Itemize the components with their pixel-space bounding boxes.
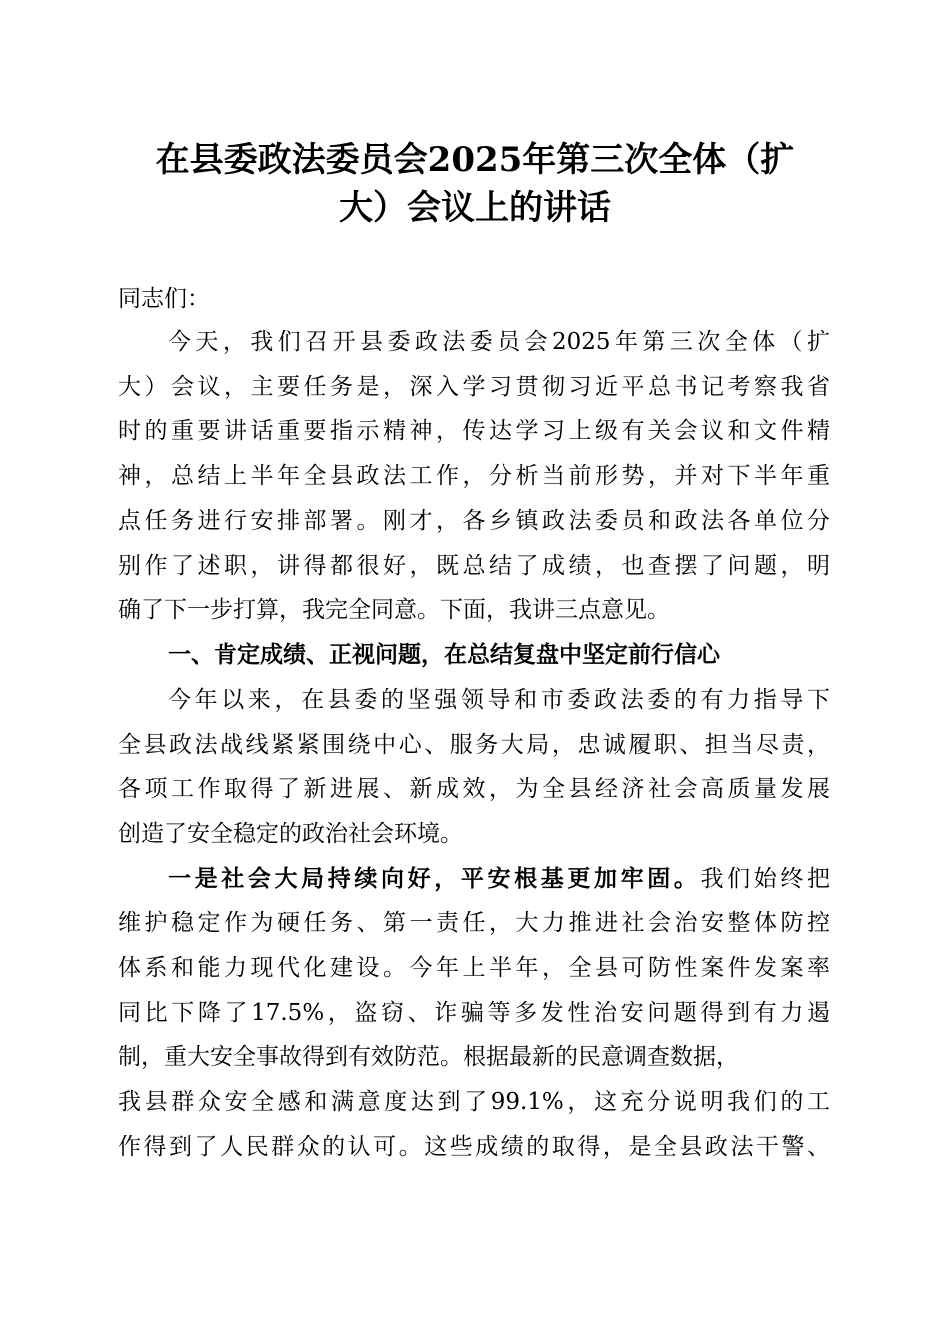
- paragraph-line: 体系和能力现代化建设。今年上半年，全县可防性案件发案率: [118, 955, 830, 981]
- paragraph-line: 时的重要讲话重要指示精神，传达学习上级有关会议和文件精: [118, 418, 830, 444]
- document-title-line-1: 在县委政法委员会2025年第三次全体（扩: [155, 140, 795, 180]
- paragraph-line: 创造了安全稳定的政治社会环境。: [118, 821, 463, 847]
- paragraph-line: 各项工作取得了新进展、新成效，为全县经济社会高质量发展: [118, 776, 830, 802]
- paragraph-line: [168, 864, 830, 894]
- paragraph-line: 今年以来，在县委的坚强领导和市委政法委的有力指导下: [168, 687, 830, 713]
- paragraph-line: 同比下降了17.5%，盗窃、诈骗等多发性治安问题得到有力遏: [118, 1000, 830, 1026]
- paragraph-line: 别作了述职，讲得都很好，既总结了成绩，也查摆了问题，明: [118, 553, 830, 579]
- document-title-line-2: 大）会议上的讲话: [339, 188, 611, 228]
- section-heading: 一、肯定成绩、正视问题，在总结复盘中坚定前行信心: [168, 641, 720, 668]
- paragraph-line: 确了下一步打算，我完全同意。下面，我讲三点意见。: [118, 597, 670, 623]
- paragraph-line: 全县政法战线紧紧围绕中心、服务大局，忠诚履职、担当尽责，: [118, 732, 830, 758]
- paragraph-line: 今天，我们召开县委政法委员会2025年第三次全体（扩: [168, 329, 830, 355]
- salutation: 同志们：: [118, 286, 210, 312]
- paragraph-line: 作得到了人民群众的认可。这些成绩的取得，是全县政法干警、: [118, 1134, 830, 1160]
- paragraph-line: 制，重大安全事故得到有效防范。根据最新的民意调查数据，: [118, 1044, 739, 1070]
- paragraph-line: 大）会议，主要任务是，深入学习贯彻习近平总书记考察我省: [118, 374, 830, 400]
- paragraph-line: 维护稳定作为硬任务、第一责任，大力推进社会治安整体防控: [118, 910, 830, 936]
- paragraph-line: 点任务进行安排部署。刚才，各乡镇政法委员和政法各单位分: [118, 508, 830, 534]
- paragraph-line: 神，总结上半年全县政法工作，分析当前形势，并对下半年重: [118, 463, 830, 489]
- paragraph-line: 我县群众安全感和满意度达到了99.1%，这充分说明我们的工: [118, 1089, 830, 1115]
- paragraph-lead-bold: 一是社会大局持续向好，平安根基更加牢固。: [168, 865, 701, 892]
- paragraph-text: 我们始终把: [700, 866, 830, 892]
